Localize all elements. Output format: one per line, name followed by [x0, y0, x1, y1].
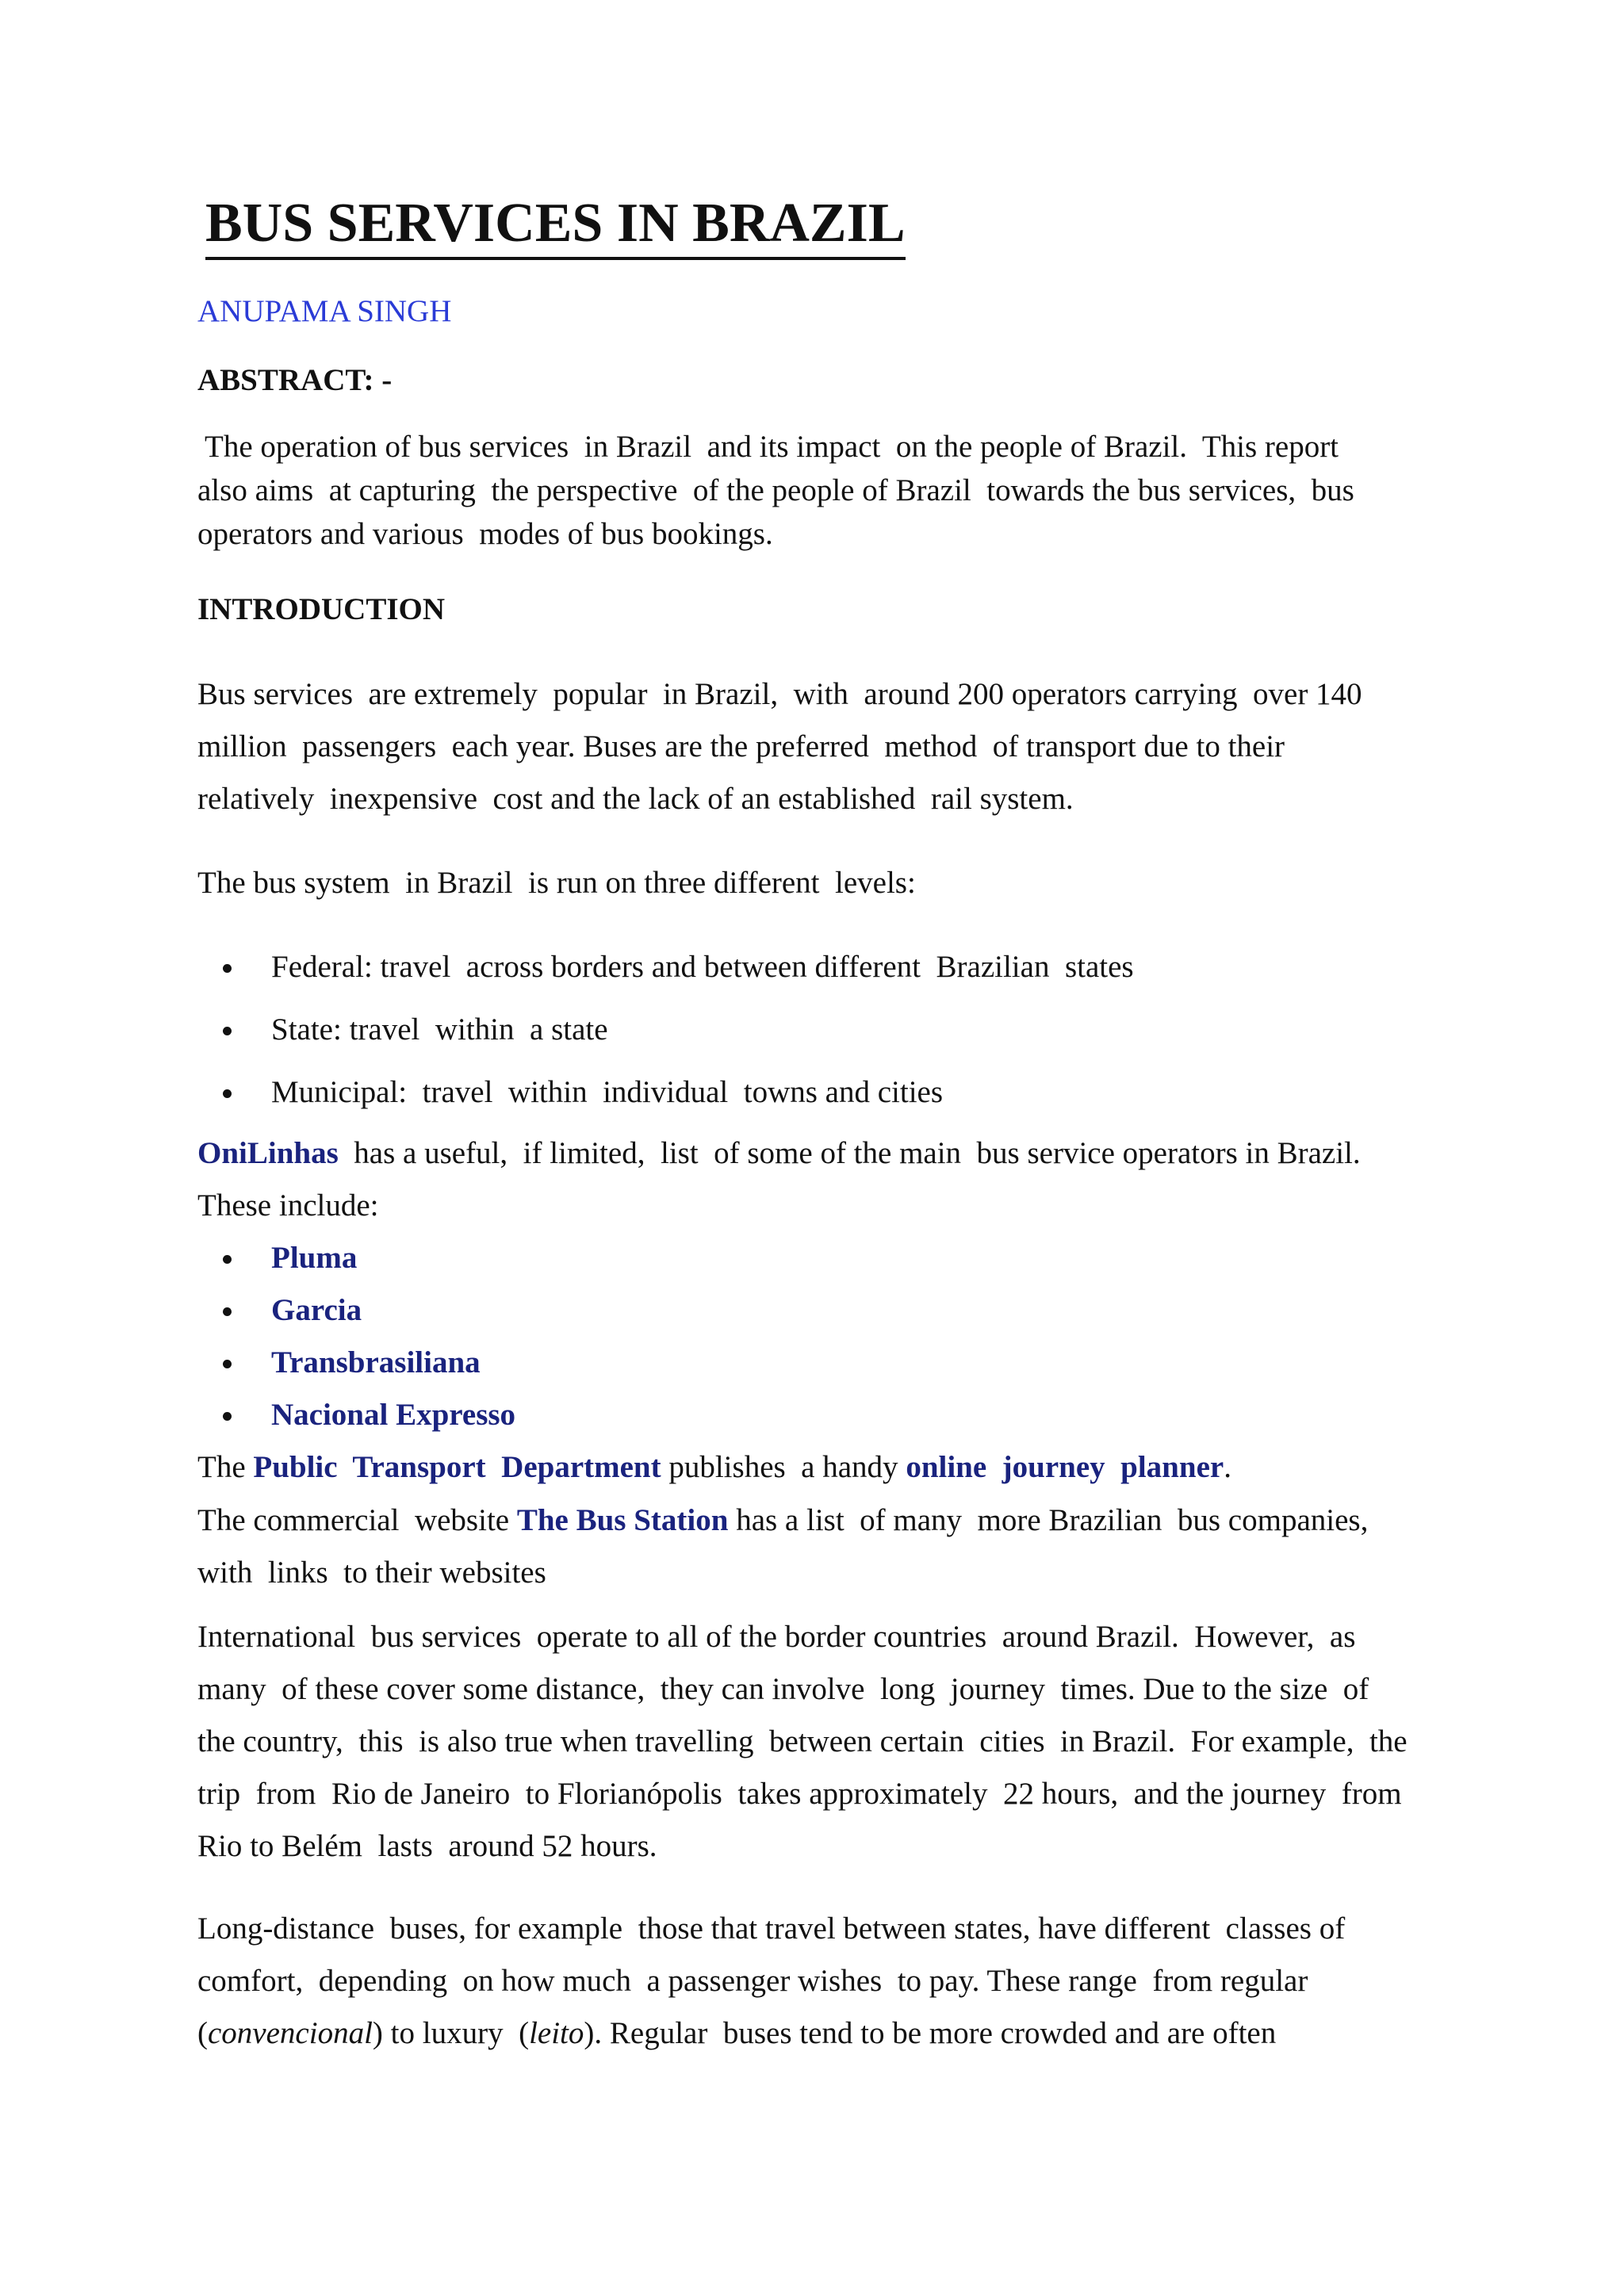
operator-link-transbrasiliana[interactable]: Transbrasiliana [271, 1345, 481, 1380]
long-distance-line [197, 2007, 1434, 2060]
operators-intro [197, 1127, 1434, 1232]
bullet-icon [223, 964, 232, 973]
intro-line: million passengers each year. Buses are the preferred method of transport due to their [197, 729, 1285, 763]
abstract-heading: ABSTRACT: - [197, 363, 393, 397]
operator-link-pluma[interactable]: Pluma [271, 1241, 358, 1275]
international-line: International bus services operate to all of the border countries around Brazil. However, as [197, 1620, 1356, 1654]
levels-list [197, 936, 1134, 1123]
operator-link-garcia[interactable]: Garcia [271, 1293, 362, 1327]
international-line: trip from Rio de Janeiro to Florianópolis takes approximately 22 hours, and the journey from [197, 1777, 1402, 1811]
international-line: the country, this is also true when travelling between certain cities in Brazil. For example, the [197, 1724, 1408, 1758]
long-distance-line: Long-distance buses, for example those that travel between states, have different classes of [197, 1911, 1346, 1946]
international-paragraph [197, 1611, 1434, 1873]
intro-line: relatively inexpensive cost and the lack of an established rail system. [197, 782, 1074, 816]
operator-link-nacional-expresso[interactable]: Nacional Expresso [271, 1398, 516, 1432]
author-name: ANUPAMA SINGH [197, 294, 452, 328]
list-item-text: Federal: travel across borders and between different Brazilian states [271, 950, 1134, 984]
bus-station-line: with links to their websites [197, 1556, 546, 1590]
ptd-pre-text: The [197, 1450, 254, 1484]
list-item [197, 1061, 1134, 1123]
document-title: BUS SERVICES IN BRAZIL [205, 190, 906, 260]
operators-intro-line [197, 1127, 1434, 1180]
intro-line: The bus system in Brazil is run on three different levels: [197, 866, 916, 900]
operators-intro-line: These include: [197, 1188, 379, 1223]
bus-station-pre-text: The commercial website [197, 1503, 517, 1537]
long-distance-paragraph [197, 1903, 1434, 2060]
transport-department-line [197, 1441, 1434, 1494]
list-item [197, 936, 1134, 998]
list-item-text: Municipal: travel within individual towns and cities [271, 1075, 944, 1109]
ptd-mid-text: publishes a handy [661, 1450, 906, 1484]
abstract-line: The operation of bus services in Brazil and its impact on the people of Brazil. This report [197, 430, 1339, 464]
long-distance-rest-text: ). Regular buses tend to be more crowded and are often [584, 2016, 1277, 2050]
bullet-icon [223, 1027, 232, 1035]
long-distance-mid-text: ) to luxury ( [372, 2016, 530, 2050]
the-bus-station-link[interactable]: The Bus Station [516, 1503, 729, 1537]
bullet-icon [223, 1360, 232, 1368]
operators-list [197, 1232, 515, 1441]
convencional-term: convencional [208, 2016, 373, 2050]
bus-station-paragraph [197, 1494, 1434, 1599]
abstract-line: operators and various modes of bus bookings. [197, 517, 773, 551]
abstract-line: also aims at capturing the perspective of the people of Brazil towards the bus services, bus [197, 473, 1354, 507]
ptd-post-text: . [1224, 1450, 1231, 1484]
list-item [197, 1284, 515, 1337]
bullet-icon [223, 1412, 232, 1421]
international-line: many of these cover some distance, they can involve long journey times. Due to the size of [197, 1672, 1369, 1706]
public-transport-department-link[interactable]: Public Transport Department [253, 1450, 661, 1484]
list-item [197, 1389, 515, 1441]
list-item [197, 1232, 515, 1284]
bullet-icon [223, 1255, 232, 1264]
operators-intro-text: has a useful, if limited, list of some of the main bus service operators in Brazil. [338, 1136, 1361, 1170]
bullet-icon [223, 1307, 232, 1316]
list-item [197, 1337, 515, 1389]
bus-station-post-text: has a list of many more Brazilian bus companies, [728, 1503, 1369, 1537]
long-distance-line: comfort, depending on how much a passenger wishes to pay. These range from regular [197, 1964, 1308, 1998]
bullet-icon [223, 1089, 232, 1098]
intro-line: Bus services are extremely popular in Brazil, with around 200 operators carrying over 140 [197, 677, 1362, 711]
onilinhas-link[interactable]: OniLinhas [197, 1136, 339, 1170]
abstract-paragraph [197, 425, 1434, 556]
intro-paragraph-2 [197, 857, 1434, 909]
paren-text: ( [197, 2016, 208, 2050]
introduction-heading: INTRODUCTION [197, 592, 446, 626]
bus-station-line [197, 1494, 1434, 1547]
leito-term: leito [529, 2016, 584, 2050]
online-journey-planner-link[interactable]: online journey planner [906, 1450, 1224, 1484]
list-item [197, 998, 1134, 1061]
list-item-text: State: travel within a state [271, 1012, 608, 1047]
international-line: Rio to Belém lasts around 52 hours. [197, 1829, 657, 1863]
ptd-line [197, 1441, 1434, 1494]
intro-paragraph-1 [197, 668, 1434, 825]
